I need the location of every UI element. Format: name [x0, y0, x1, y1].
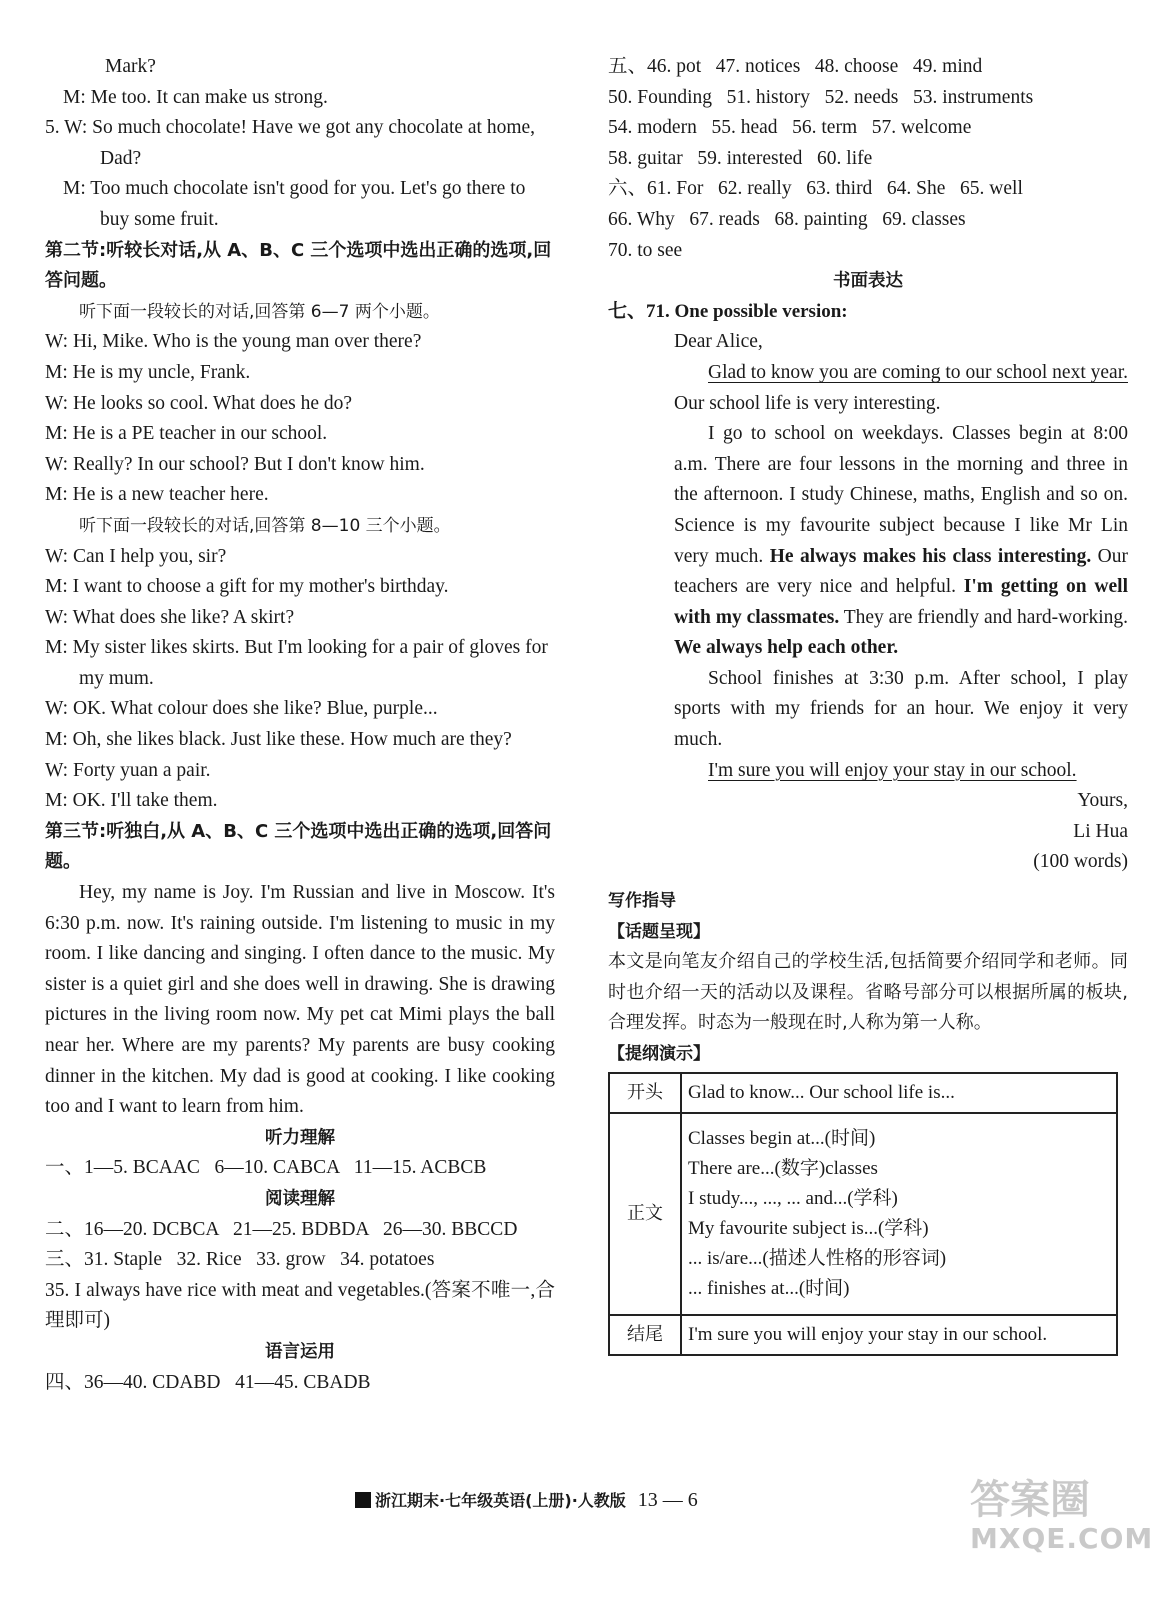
answers-4: 四、36—40. CDABD 41—45. CBADB — [45, 1371, 371, 1393]
answer-line: 50. Founding 51. history 52. needs 53. instruments — [608, 86, 1034, 108]
outline-item: I study..., ..., ... and...(学科) — [688, 1187, 898, 1209]
watermark-logo: 答案圈 — [970, 1477, 1090, 1523]
outline-table — [608, 1072, 1118, 1356]
answer-line: 54. modern 55. head 56. term 57. welcome — [608, 117, 972, 139]
answer-line: 58. guitar 59. interested 60. life — [608, 147, 873, 169]
dialog-1 — [45, 327, 555, 511]
letter-closing: Yours, — [1077, 790, 1128, 812]
outline-item: My favourite subject is...(学科) — [688, 1217, 929, 1239]
dialog-line: Mark? — [105, 56, 156, 77]
outline-row — [609, 1113, 1117, 1315]
outline-head-body: 正文 — [609, 1113, 681, 1315]
answers-3: 三、31. Staple 32. Rice 33. grow 34. potatoes — [45, 1249, 435, 1271]
answer-line: 66. Why 67. reads 68. painting 69. classes — [608, 208, 966, 230]
closing-sentence: I'm sure you will enjoy your stay in our school. — [708, 759, 1077, 781]
key-sentence: He always makes his class interesting. — [769, 545, 1092, 567]
topic-title: 【话题呈现】 — [608, 921, 710, 942]
language-title: 语言运用 — [265, 1341, 335, 1362]
topic-text: 本文是向笔友介绍自己的学校生活,包括简要介绍同学和老师。同时也介绍一天的活动以及课程。省略号部分可以根据所属的板块,合理发挥。时态为一般现在时,人称为第一人称。 — [608, 951, 1128, 1034]
outline-opening: Glad to know... Our school life is... — [681, 1073, 1117, 1113]
dialog-line: M: Me too. It can make us strong. — [63, 86, 328, 108]
letter-text: Our teachers are very nice and helpful. — [674, 545, 1128, 598]
outline-ending: I'm sure you will enjoy your stay in our school. — [681, 1315, 1117, 1355]
opening-sentence: Glad to know you are coming to our school next year. — [708, 361, 1128, 383]
outline-row — [609, 1315, 1117, 1355]
dialog-line: M: Too much chocolate isn't good for you. Let's go there to buy some fruit. — [63, 178, 526, 230]
key-sentence: We always help each other. — [674, 637, 899, 659]
outline-item: Classes begin at...(时间) — [688, 1127, 876, 1149]
answers-5 — [608, 52, 1128, 174]
answer-line: 70. to see — [608, 239, 683, 261]
outline-body — [681, 1113, 1117, 1315]
answer-35: 35. I always have rice with meat and vegetables.(答案不唯一,合理即可) — [45, 1279, 555, 1332]
letter-paragraph-3: School finishes at 3:30 p.m. After school, I play sports with my friends for an hour. We enjoy it very much. — [674, 667, 1128, 751]
dialog-line: W: Can I help you, sir? — [45, 545, 227, 567]
letter-text: They are friendly and hard-working. — [839, 606, 1128, 628]
answers-1: 一、1—5. BCAAC 6—10. CABCA 11—15. ACBCB — [45, 1157, 487, 1179]
answer-line: 五、46. pot 47. notices 48. choose 49. mind — [608, 56, 983, 77]
sample-letter — [674, 327, 1128, 878]
dialog-line: M: He is my uncle, Frank. — [45, 361, 251, 383]
letter-paragraph-2 — [674, 419, 1128, 664]
outline-head-ending: 结尾 — [609, 1315, 681, 1355]
dialog-line: M: My sister likes skirts. But I'm looking for a pair of gloves for my mum. — [45, 637, 548, 689]
page-footer — [355, 1488, 698, 1512]
letter-paragraph-4 — [674, 756, 1128, 787]
dialog-line: M: OK. I'll take them. — [45, 790, 218, 812]
reading-title: 阅读理解 — [265, 1188, 335, 1209]
dialog-line: 5. W: So much chocolate! Have we got any chocolate at home, Dad? — [45, 117, 536, 169]
section-2-title: 第二节:听较长对话,从 A、B、C 三个选项中选出正确的选项,回答问题。 — [45, 239, 552, 292]
section-2-intro-2: 听下面一段较长的对话,回答第 8—10 三个小题。 — [79, 515, 451, 536]
monologue: Hey, my name is Joy. I'm Russian and live in Moscow. It's 6:30 p.m. now. It's raining outside. I'm listening to music in my room. I like dancing and singing. I often dance to the music. My sister is a quiet girl and she does well in drawing. She is drawing pictures in the living room now. My pet cat Mimi plays the ball near her. Where are my parents? My parents are busy cooking dinner in the kitchen. My dad is good at cooking. I like cooking too and I want to learn from him. — [45, 882, 555, 1118]
letter-text: Our school life is very interesting. — [674, 392, 941, 414]
page-number: 13 — 6 — [637, 1489, 698, 1511]
dialog-line: W: Really? In our school? But I don't know him. — [45, 453, 425, 475]
answer-line: 六、61. For 62. really 63. third 64. She 65. well — [608, 178, 1023, 200]
dialog-line: M: He is a PE teacher in our school. — [45, 423, 328, 445]
dialog-line: M: He is a new teacher here. — [45, 484, 269, 506]
answers-6 — [608, 174, 1128, 266]
letter-greeting: Dear Alice, — [674, 331, 763, 353]
book-mark-icon — [355, 1492, 371, 1508]
letter-text: I go to school on weekdays. Classes begin at 8:00 a.m. There are four lessons in the morning and three in the afternoon. I study Chinese, maths, English and so on. Science is my favourite subject because I like Mr Lin very much. — [674, 423, 1128, 567]
outline-item: ... is/are...(描述人性格的形容词) — [688, 1247, 947, 1269]
right-column — [608, 52, 1128, 1356]
dialog-line: W: Forty yuan a pair. — [45, 759, 211, 781]
outline-item: There are...(数字)classes — [688, 1157, 878, 1179]
outline-row — [609, 1073, 1117, 1113]
key-sentence: I'm getting on well with my classmates. — [674, 576, 1128, 628]
section-3-title: 第三节:听独白,从 A、B、C 三个选项中选出正确的选项,回答问题。 — [45, 820, 552, 873]
listening-title: 听力理解 — [265, 1127, 335, 1148]
book-title: 浙江期末·七年级英语(上册)·人教版 — [375, 1491, 626, 1510]
letter-signature: Li Hua — [1073, 820, 1128, 842]
left-column — [45, 52, 555, 1398]
dialog-line: W: He looks so cool. What does he do? — [45, 392, 353, 414]
dialog-2 — [45, 542, 555, 817]
watermark-url: MXQE.COM — [970, 1522, 1154, 1555]
letter-paragraph-1 — [674, 358, 1128, 419]
dialog-line: M: I want to choose a gift for my mother's birthday. — [45, 576, 449, 598]
word-count: (100 words) — [1033, 851, 1128, 873]
answers-2: 二、16—20. DCBCA 21—25. BDBDA 26—30. BBCCD — [45, 1218, 518, 1240]
watermark — [970, 1478, 1153, 1555]
outline-head-opening: 开头 — [609, 1073, 681, 1113]
dialog-line: W: Hi, Mike. Who is the young man over there? — [45, 331, 422, 353]
writing-title: 书面表达 — [833, 271, 903, 292]
dialog-line: W: What does she like? A skirt? — [45, 606, 295, 628]
section-2-intro-1: 听下面一段较长的对话,回答第 6—7 两个小题。 — [79, 301, 440, 322]
dialog-line: M: Oh, she likes black. Just like these. How much are they? — [45, 729, 512, 751]
outline-title: 【提纲演示】 — [608, 1044, 710, 1064]
dialog-line: W: OK. What colour does she like? Blue, purple... — [45, 698, 438, 720]
guide-title: 写作指导 — [608, 891, 676, 912]
answer-71-label: 七、71. One possible version: — [608, 300, 848, 322]
outline-item: ... finishes at...(时间) — [688, 1277, 850, 1299]
